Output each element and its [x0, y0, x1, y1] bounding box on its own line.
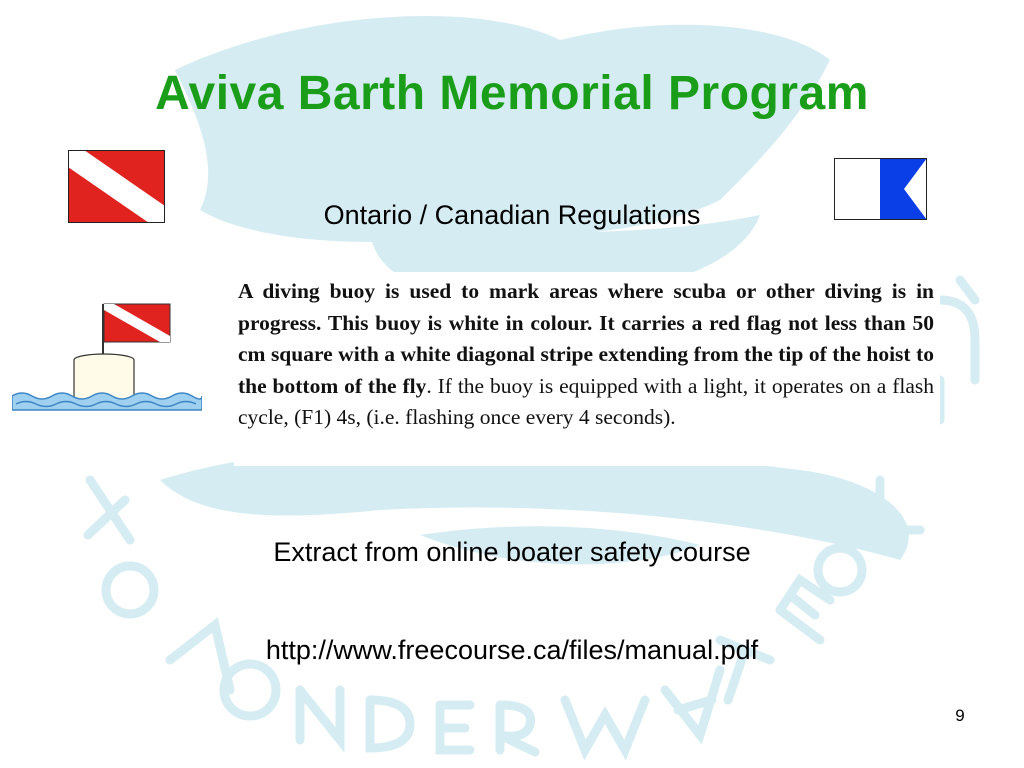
extract-caption: Extract from online boater safety course — [273, 537, 751, 567]
diving-buoy-icon — [12, 298, 202, 416]
page-number: 9 — [955, 706, 965, 725]
slide-title: Aviva Barth Memorial Program — [155, 67, 869, 120]
regulations-subtitle: Ontario / Canadian Regulations — [323, 200, 701, 230]
source-url[interactable]: http://www.freecourse.ca/files/manual.pdf — [265, 635, 759, 665]
regulation-extract — [234, 272, 940, 466]
extract-bold-text: A diving buoy is used to mark areas where scuba or other diving is in progress. This buoy is white in colour. It carries a red flag not less than 50 cm square with a white diagonal stripe extending from the tip of the hoist to the bottom of the fly — [238, 279, 934, 398]
regulation-extract-text — [234, 272, 940, 434]
extract-regular-text: . If the buoy is equipped with a light, it operates on a flash cycle, (F1) 4s, (i.e. flashing once every 4 seconds). — [238, 373, 934, 429]
